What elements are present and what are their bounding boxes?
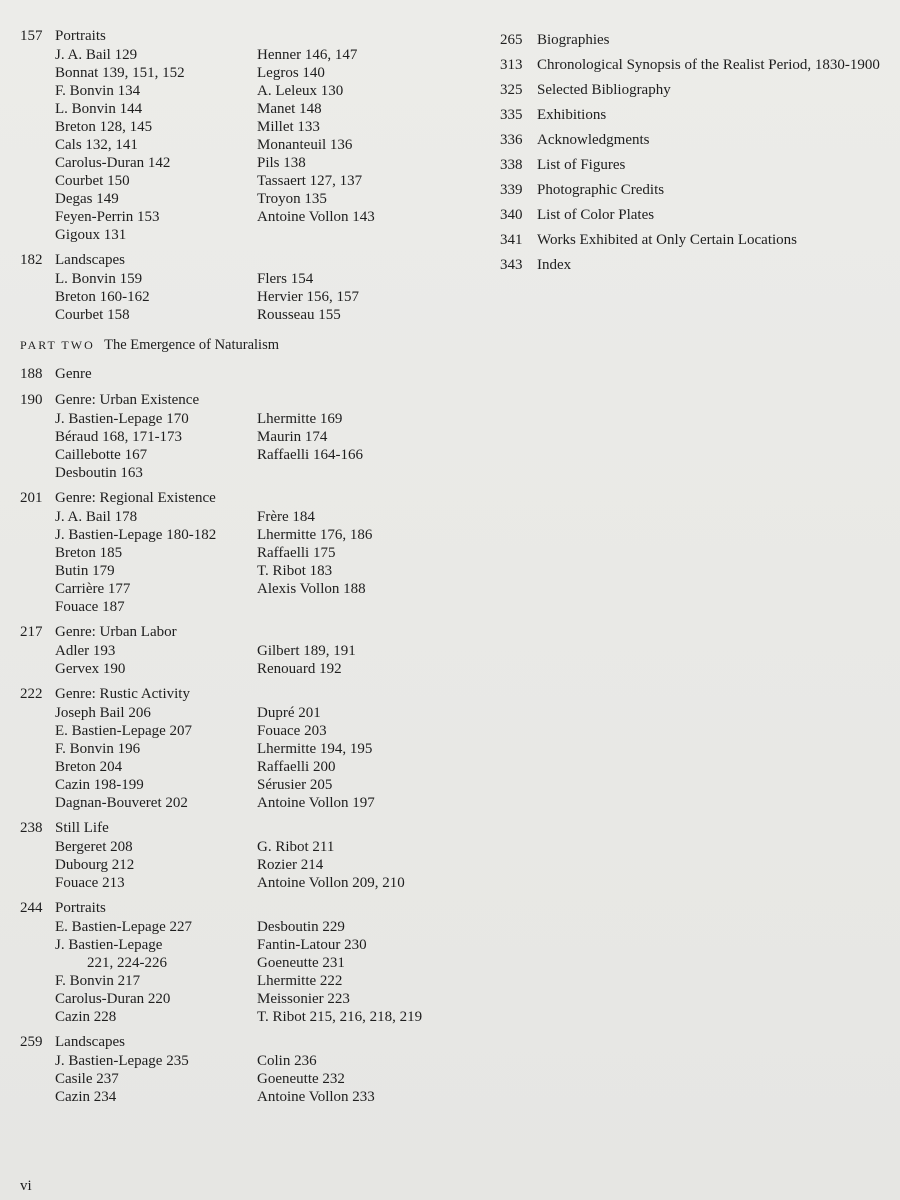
entry-page-number: 340 xyxy=(500,207,523,223)
entry-columns xyxy=(55,704,490,812)
artist-entry: Gigoux 131 xyxy=(55,227,127,243)
entry-page-number: 336 xyxy=(500,132,523,148)
entry-columns xyxy=(55,838,490,892)
entry-page-number: 325 xyxy=(500,82,523,98)
artist-entry: T. Ribot 183 xyxy=(257,563,333,579)
entry-column xyxy=(257,46,487,244)
artist-entry: Fouace 213 xyxy=(55,875,125,891)
artist-entry: Rozier 214 xyxy=(257,857,324,873)
artist-entry: Degas 149 xyxy=(55,191,119,207)
section-page-number: 201 xyxy=(20,490,43,506)
section-heading xyxy=(20,364,490,384)
left-column xyxy=(20,26,490,1112)
artist-entry: Bonnat 139, 151, 152 xyxy=(55,65,185,81)
page-folio: vi xyxy=(20,1178,32,1194)
toc-section xyxy=(20,488,490,616)
toc-entry xyxy=(500,203,900,228)
entry-column xyxy=(257,1052,487,1106)
section-page-number: 217 xyxy=(20,624,43,640)
artist-entry: Monanteuil 136 xyxy=(257,137,353,153)
entry-page-number: 335 xyxy=(500,107,523,123)
section-title: Portraits xyxy=(55,28,106,44)
artist-entry: Alexis Vollon 188 xyxy=(257,581,366,597)
section-title: Portraits xyxy=(55,900,106,916)
section-page-number: 222 xyxy=(20,686,43,702)
entry-columns xyxy=(55,508,490,616)
entry-page-number: 313 xyxy=(500,57,523,73)
artist-entry: Desboutin 229 xyxy=(257,919,345,935)
artist-entry: Breton 185 xyxy=(55,545,123,561)
artist-entry: Fouace 187 xyxy=(55,599,125,615)
artist-entry: Cazin 228 xyxy=(55,1009,117,1025)
entry-title: Photographic Credits xyxy=(537,182,665,198)
artist-entry: J. A. Bail 178 xyxy=(55,509,138,525)
entry-title: Exhibitions xyxy=(537,107,607,123)
part-title: The Emergence of Naturalism xyxy=(104,337,279,353)
entry-title: Biographies xyxy=(537,32,610,48)
entry-column xyxy=(257,410,487,482)
artist-entry: Hervier 156, 157 xyxy=(257,289,360,305)
toc-section xyxy=(20,250,490,324)
entry-title: List of Color Plates xyxy=(537,207,655,223)
artist-entry: Fouace 203 xyxy=(257,723,327,739)
entry-columns xyxy=(55,46,490,244)
entry-title: Works Exhibited at Only Certain Locations xyxy=(537,232,797,248)
artist-entry: Henner 146, 147 xyxy=(257,47,358,63)
artist-entry: Carolus-Duran 142 xyxy=(55,155,171,171)
artist-entry: Raffaelli 200 xyxy=(257,759,336,775)
entry-title: Chronological Synopsis of the Realist Period, 1830-1900 xyxy=(537,57,880,73)
entry-column xyxy=(55,642,257,678)
toc-section xyxy=(20,818,490,892)
toc-section xyxy=(20,622,490,678)
toc-entry xyxy=(500,78,900,103)
artist-entry: J. Bastien-Lepage 180-182 xyxy=(55,527,217,543)
artist-entry: Breton 160-162 xyxy=(55,289,150,305)
artist-entry: Cals 132, 141 xyxy=(55,137,138,153)
bottom-sections xyxy=(20,364,490,1106)
artist-entry: Dagnan-Bouveret 202 xyxy=(55,795,188,811)
toc-entry xyxy=(500,253,900,278)
artist-entry: J. A. Bail 129 xyxy=(55,47,138,63)
artist-entry: T. Ribot 215, 216, 218, 219 xyxy=(257,1009,423,1025)
entry-columns xyxy=(55,410,490,482)
artist-entry: Desboutin 163 xyxy=(55,465,143,481)
artist-entry: Flers 154 xyxy=(257,271,314,287)
toc-section xyxy=(20,26,490,244)
toc-entry xyxy=(500,128,900,153)
artist-entry: Courbet 150 xyxy=(55,173,130,189)
artist-entry: J. Bastien-Lepage 235 xyxy=(55,1053,189,1069)
artist-entry: Goeneutte 232 xyxy=(257,1071,345,1087)
artist-entry: Cazin 198-199 xyxy=(55,777,144,793)
artist-entry: Antoine Vollon 209, 210 xyxy=(257,875,405,891)
artist-entry: L. Bonvin 159 xyxy=(55,271,143,287)
artist-entry: Caillebotte 167 xyxy=(55,447,148,463)
artist-entry: E. Bastien-Lepage 227 xyxy=(55,919,193,935)
entry-column xyxy=(55,918,257,1026)
artist-entry: G. Ribot 211 xyxy=(257,839,335,855)
entry-column xyxy=(55,270,257,324)
artist-entry: L. Bonvin 144 xyxy=(55,101,143,117)
section-page-number: 188 xyxy=(20,366,43,382)
artist-entry: E. Bastien-Lepage 207 xyxy=(55,723,193,739)
artist-entry: 221, 224-226 xyxy=(87,955,167,971)
section-page-number: 157 xyxy=(20,28,43,44)
right-column xyxy=(500,28,900,278)
artist-entry: Raffaelli 164-166 xyxy=(257,447,363,463)
artist-entry: Breton 128, 145 xyxy=(55,119,153,135)
artist-entry: Fantin-Latour 230 xyxy=(257,937,367,953)
artist-entry: Casile 237 xyxy=(55,1071,119,1087)
toc-entry xyxy=(500,103,900,128)
artist-entry: Gilbert 189, 191 xyxy=(257,643,356,659)
section-heading xyxy=(20,818,490,838)
entry-title: Index xyxy=(537,257,572,273)
entry-page-number: 341 xyxy=(500,232,523,248)
section-heading xyxy=(20,390,490,410)
artist-entry: F. Bonvin 217 xyxy=(55,973,141,989)
entry-column xyxy=(257,704,487,812)
artist-entry: Béraud 168, 171-173 xyxy=(55,429,183,445)
entry-column xyxy=(55,1052,257,1106)
artist-entry: F. Bonvin 134 xyxy=(55,83,141,99)
artist-entry: Goeneutte 231 xyxy=(257,955,345,971)
artist-entry: Troyon 135 xyxy=(257,191,327,207)
artist-entry: Manet 148 xyxy=(257,101,322,117)
artist-entry: Carolus-Duran 220 xyxy=(55,991,171,1007)
section-title: Genre xyxy=(55,366,92,382)
artist-entry: Breton 204 xyxy=(55,759,123,775)
section-title: Genre: Rustic Activity xyxy=(55,686,190,702)
artist-entry: Frère 184 xyxy=(257,509,315,525)
artist-entry: Raffaelli 175 xyxy=(257,545,336,561)
artist-entry: Cazin 234 xyxy=(55,1089,117,1105)
entry-column xyxy=(55,46,257,244)
section-heading xyxy=(20,250,490,270)
entry-column xyxy=(257,508,487,616)
entry-column xyxy=(55,838,257,892)
section-heading xyxy=(20,26,490,46)
top-sections xyxy=(20,26,490,324)
entry-column xyxy=(257,642,487,678)
artist-entry: Carrière 177 xyxy=(55,581,131,597)
artist-entry: J. Bastien-Lepage xyxy=(55,937,163,953)
artist-entry: Antoine Vollon 197 xyxy=(257,795,375,811)
toc-entry xyxy=(500,228,900,253)
section-heading xyxy=(20,898,490,918)
toc-entry xyxy=(500,53,900,78)
artist-entry: Rousseau 155 xyxy=(257,307,341,323)
toc-entry xyxy=(500,28,900,53)
artist-entry: F. Bonvin 196 xyxy=(55,741,141,757)
entry-columns xyxy=(55,642,490,678)
artist-entry: J. Bastien-Lepage 170 xyxy=(55,411,189,427)
section-title: Genre: Urban Existence xyxy=(55,392,200,408)
section-title: Landscapes xyxy=(55,252,125,268)
entry-title: Acknowledgments xyxy=(537,132,650,148)
section-title: Still Life xyxy=(55,820,109,836)
toc-section xyxy=(20,898,490,1026)
entry-page-number: 343 xyxy=(500,257,523,273)
section-title: Genre: Urban Labor xyxy=(55,624,177,640)
artist-entry: Colin 236 xyxy=(257,1053,317,1069)
entry-column xyxy=(55,704,257,812)
artist-entry: Bergeret 208 xyxy=(55,839,133,855)
artist-entry: Feyen-Perrin 153 xyxy=(55,209,160,225)
entry-column xyxy=(55,508,257,616)
section-page-number: 259 xyxy=(20,1034,43,1050)
section-page-number: 182 xyxy=(20,252,43,268)
artist-entry: Joseph Bail 206 xyxy=(55,705,151,721)
section-heading xyxy=(20,684,490,704)
artist-entry: Dupré 201 xyxy=(257,705,321,721)
toc-section xyxy=(20,1032,490,1106)
artist-entry: Meissonier 223 xyxy=(257,991,350,1007)
artist-entry: Butin 179 xyxy=(55,563,115,579)
artist-entry: Sérusier 205 xyxy=(257,777,333,793)
artist-entry: Legros 140 xyxy=(257,65,325,81)
artist-entry: Dubourg 212 xyxy=(55,857,135,873)
artist-entry: Millet 133 xyxy=(257,119,320,135)
toc-entry xyxy=(500,178,900,203)
artist-entry: Lhermitte 169 xyxy=(257,411,343,427)
section-title: Genre: Regional Existence xyxy=(55,490,216,506)
entry-title: List of Figures xyxy=(537,157,626,173)
entry-title: Selected Bibliography xyxy=(537,82,671,98)
section-heading xyxy=(20,488,490,508)
toc-section xyxy=(20,684,490,812)
entry-columns xyxy=(55,270,490,324)
entry-page-number: 338 xyxy=(500,157,523,173)
artist-entry: Adler 193 xyxy=(55,643,116,659)
section-heading xyxy=(20,1032,490,1052)
entry-page-number: 339 xyxy=(500,182,523,198)
section-heading xyxy=(20,622,490,642)
entry-columns xyxy=(55,918,490,1026)
artist-entry: Antoine Vollon 233 xyxy=(257,1089,375,1105)
section-page-number: 190 xyxy=(20,392,43,408)
toc-section xyxy=(20,390,490,482)
artist-entry: Gervex 190 xyxy=(55,661,126,677)
artist-entry: Pils 138 xyxy=(257,155,306,171)
artist-entry: Renouard 192 xyxy=(257,661,342,677)
artist-entry: Lhermitte 222 xyxy=(257,973,343,989)
toc-entry xyxy=(500,153,900,178)
artist-entry: Tassaert 127, 137 xyxy=(257,173,363,189)
entry-page-number: 265 xyxy=(500,32,523,48)
section-page-number: 244 xyxy=(20,900,43,916)
artist-entry: Courbet 158 xyxy=(55,307,130,323)
entry-columns xyxy=(55,1052,490,1106)
artist-entry: Antoine Vollon 143 xyxy=(257,209,375,225)
entry-column xyxy=(55,410,257,482)
entry-column xyxy=(257,270,487,324)
entry-column xyxy=(257,918,487,1026)
entry-column xyxy=(257,838,487,892)
section-title: Landscapes xyxy=(55,1034,125,1050)
artist-entry: A. Leleux 130 xyxy=(257,83,344,99)
toc-section xyxy=(20,364,490,384)
artist-entry: Lhermitte 194, 195 xyxy=(257,741,373,757)
part-label: PART TWO xyxy=(20,338,95,352)
section-page-number: 238 xyxy=(20,820,43,836)
artist-entry: Lhermitte 176, 186 xyxy=(257,527,373,543)
part-two-heading xyxy=(20,334,490,356)
artist-entry: Maurin 174 xyxy=(257,429,328,445)
